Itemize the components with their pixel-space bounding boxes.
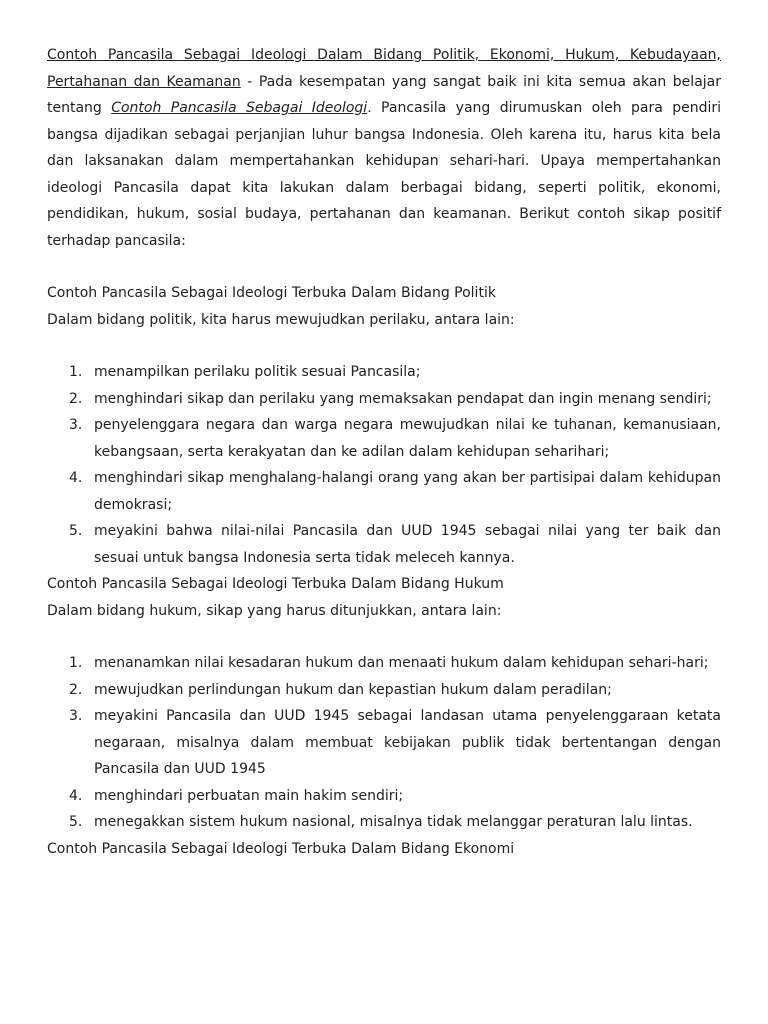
list-item-text: menanamkan nilai kesadaran hukum dan menaati hukum dalam kehidupan sehari-hari; [94, 655, 709, 671]
list-item [47, 465, 721, 518]
list-item-number: 5. [69, 523, 83, 539]
section-lead-politik: Dalam bidang politik, kita harus mewujudkan perilaku, antara lain: [47, 311, 515, 328]
list-item-text: menghindari sikap menghalang-halangi orang yang akan ber partisipai dalam kehidupan demokrasi; [94, 470, 721, 513]
list-item [47, 809, 721, 836]
list-item-number: 5. [69, 814, 83, 830]
list-item-text: mewujudkan perlindungan hukum dan kepastian hukum dalam peradilan; [94, 681, 612, 698]
spacer [47, 333, 721, 359]
list-item-number: 2. [69, 681, 83, 698]
inline-topic-link[interactable]: Contoh Pancasila Sebagai Ideologi [111, 100, 368, 116]
list-item [47, 412, 721, 465]
section-heading-politik: Contoh Pancasila Sebagai Ideologi Terbuka Dalam Bidang Politik [47, 285, 496, 301]
list-item-number: 3. [69, 417, 83, 433]
list-item-text: meyakini bahwa nilai-nilai Pancasila dan UUD 1945 sebagai nilai yang ter baik dan sesuai untuk bangsa Indonesia serta tidak meleceh kannya. [94, 523, 721, 566]
list-item-text: penyelenggara negara dan warga negara mewujudkan nilai ke tuhanan, kemanusiaan, kebangsaan, serta kerakyatan dan ke adilan dalam kehidupan seharihari; [94, 417, 721, 460]
section-lead-hukum: Dalam bidang hukum, sikap yang harus ditunjukkan, antara lain: [47, 602, 502, 619]
list-item [47, 518, 721, 571]
list-item [47, 650, 721, 677]
list-politik [47, 359, 721, 571]
list-item-number: 4. [69, 787, 83, 804]
list-item-number: 1. [69, 364, 83, 380]
title-link[interactable]: Contoh Pancasila Sebagai Ideologi Dalam Bidang Politik, Ekonomi, Hukum, Kebudayaan, Pertahanan dan Keamanan [47, 47, 721, 90]
list-item-text: meyakini Pancasila dan UUD 1945 sebagai landasan utama penyelenggaraan ketata negaraan, misalnya dalam membuat kebijakan publik tidak bertentangan dengan Pancasila dan UUD 1945 [94, 708, 721, 777]
intro-text-after: . Pancasila yang dirumuskan oleh para pendiri bangsa dijadikan sebagai perjanjian luhur bangsa Indonesia. Oleh karena itu, harus kita bela dan laksanakan dalam mempertahankan kehidupan sehari-hari. Upaya mempertahankan ideologi Pancasila dapat kita lakukan dalam berbagai bidang, seperti politik, ekonomi, pendidikan, hukum, sosial budaya, pertahanan dan keamanan. Berikut contoh sikap positif terhadap pancasila: [47, 100, 722, 249]
list-item [47, 703, 721, 783]
list-item-number: 3. [69, 708, 83, 724]
list-item [47, 783, 721, 810]
list-item-number: 2. [69, 390, 83, 407]
spacer [47, 254, 721, 280]
list-item [47, 359, 721, 386]
section-heading-ekonomi: Contoh Pancasila Sebagai Ideologi Terbuka Dalam Bidang Ekonomi [47, 840, 515, 857]
document-page [47, 42, 721, 862]
intro-paragraph [47, 42, 721, 254]
list-item-text: menghindari sikap dan perilaku yang memaksakan pendapat dan ingin menang sendiri; [94, 390, 712, 407]
list-item-text: menampilkan perilaku politik sesuai Pancasila; [94, 364, 421, 380]
title-separator: - [240, 73, 259, 90]
list-item [47, 677, 721, 704]
list-item-text: menegakkan sistem hukum nasional, misalnya tidak melanggar peraturan lalu lintas. [94, 814, 693, 830]
list-item-text: menghindari perbuatan main hakim sendiri; [94, 787, 404, 804]
spacer [47, 624, 721, 650]
list-item [47, 386, 721, 413]
section-heading-hukum: Contoh Pancasila Sebagai Ideologi Terbuka Dalam Bidang Hukum [47, 576, 504, 592]
list-item-number: 4. [69, 470, 83, 486]
list-item-number: 1. [69, 655, 83, 671]
intro-text-before: Pada kesempatan yang sangat baik ini kita semua akan belajar tentang [47, 73, 721, 116]
list-hukum [47, 650, 721, 836]
